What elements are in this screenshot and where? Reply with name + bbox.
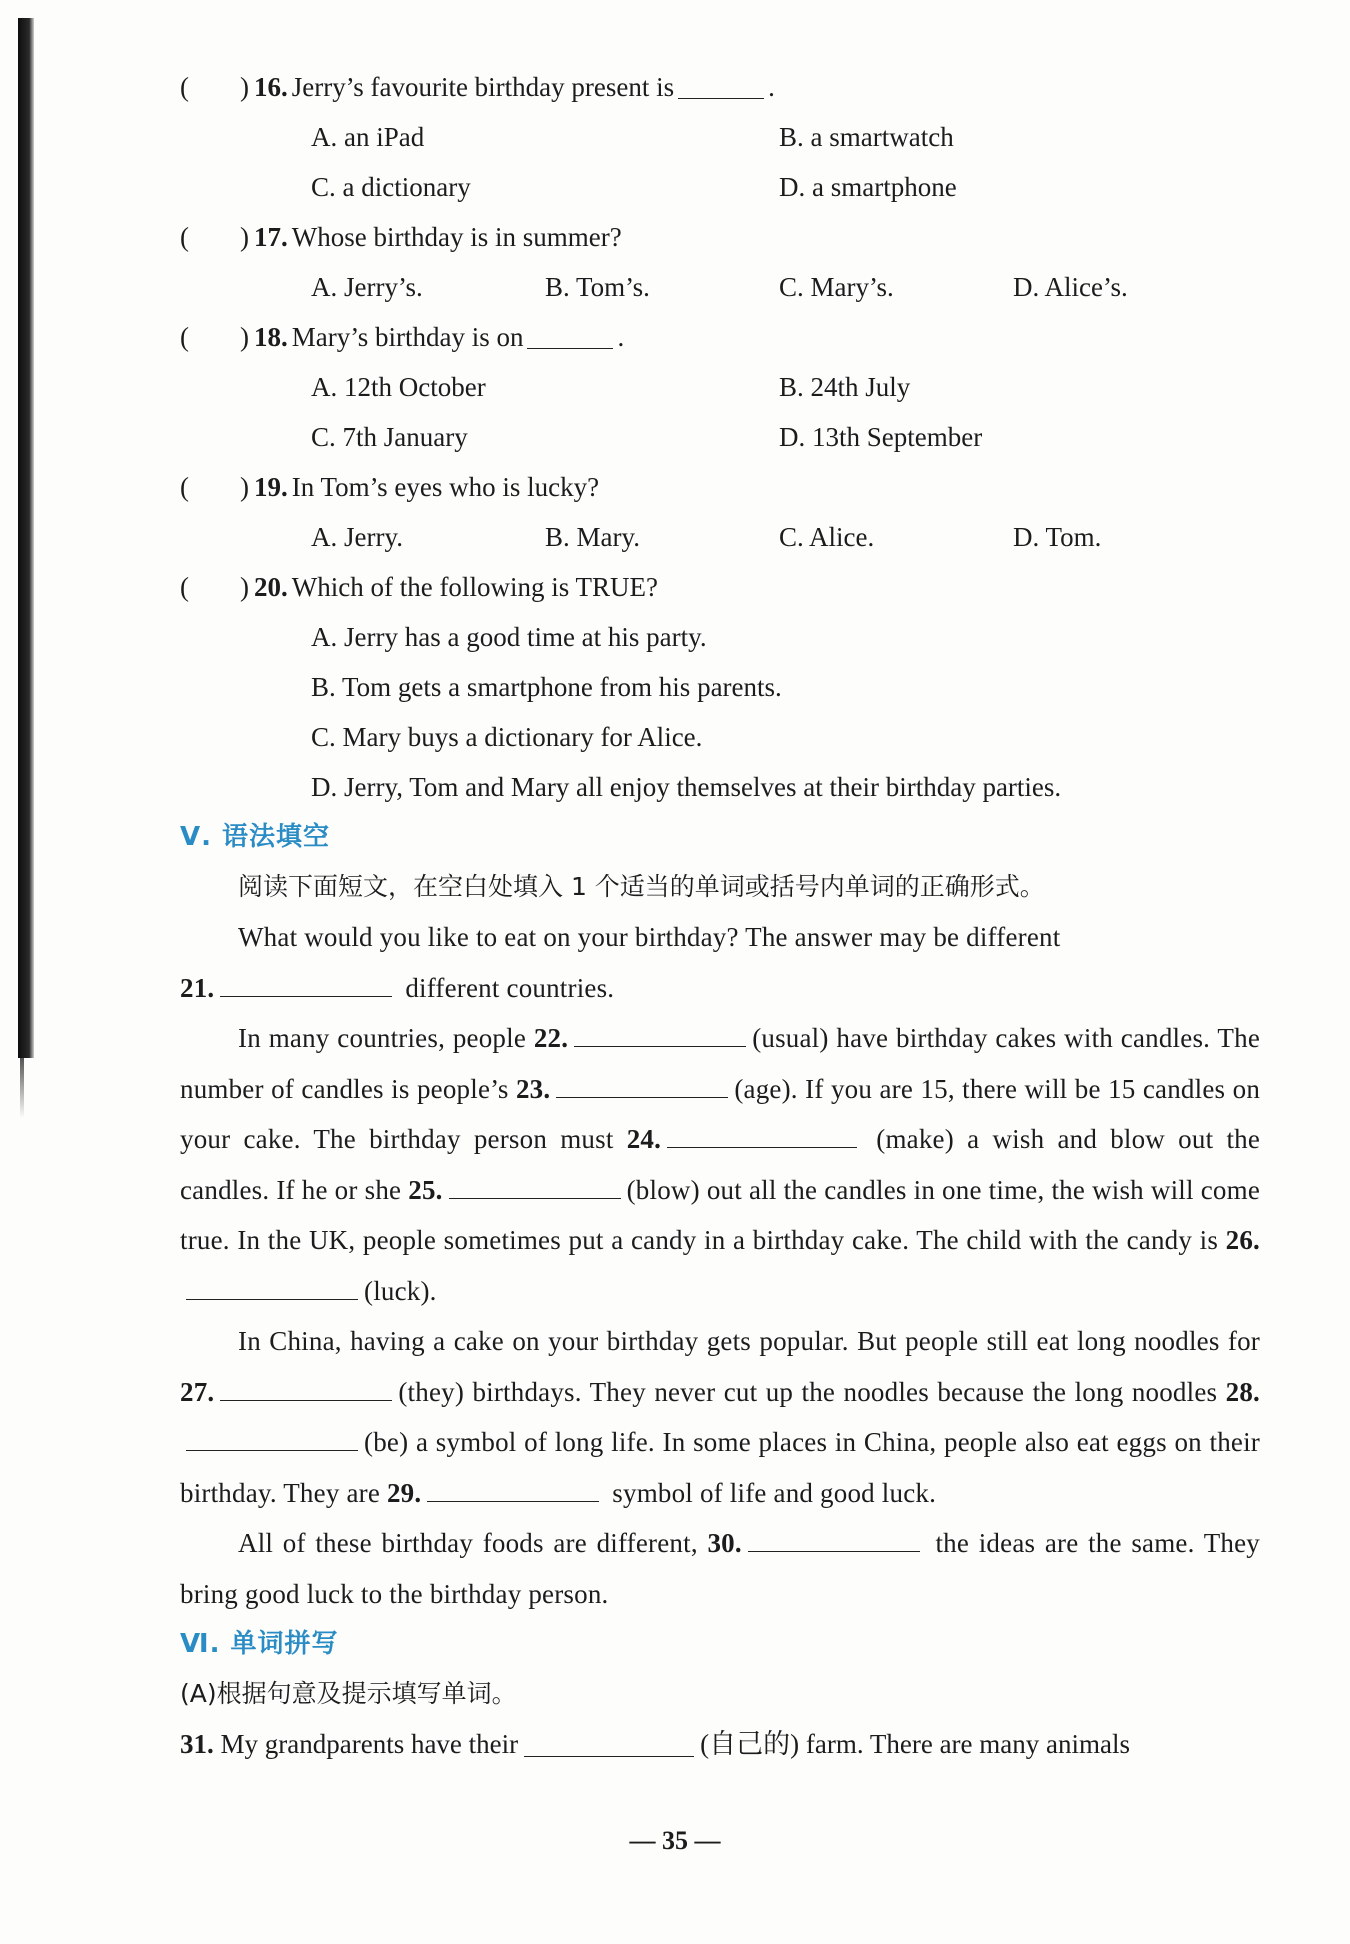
section-5-instruction: 阅读下面短文，在空白处填入 1 个适当的单词或括号内单词的正确形式。 xyxy=(238,872,1045,901)
answer-paren-close: ) xyxy=(240,222,249,252)
answer-paren-close: ) xyxy=(240,572,249,602)
question-row xyxy=(180,312,1260,362)
answer-paren-open[interactable]: ( xyxy=(180,322,189,352)
option-c[interactable]: C. Mary’s. xyxy=(779,272,894,302)
option-a[interactable]: A. an iPad xyxy=(311,122,425,152)
option-line xyxy=(180,762,1260,812)
page-number: — 35 — xyxy=(629,1826,721,1855)
option-line xyxy=(180,612,1260,662)
section-5-title: Ⅴ. 语法填空 xyxy=(180,822,331,852)
blank-27[interactable] xyxy=(220,1376,392,1401)
blank-29[interactable] xyxy=(427,1477,599,1502)
question-number: 17. xyxy=(254,222,288,252)
question-text: In Tom’s eyes who is lucky? xyxy=(291,472,600,502)
question-row xyxy=(180,462,1260,512)
option-b[interactable]: B. Tom gets a smartphone from his parents. xyxy=(311,672,782,702)
option-d[interactable]: D. Alice’s. xyxy=(1013,272,1128,302)
answer-paren-close: ) xyxy=(240,322,249,352)
blank-21[interactable] xyxy=(220,972,392,997)
option-b[interactable]: B. Tom’s. xyxy=(545,272,650,302)
option-a[interactable]: A. Jerry has a good time at his party. xyxy=(311,622,707,652)
question-row xyxy=(180,212,1260,262)
options-row xyxy=(180,412,1260,462)
question-row xyxy=(180,562,1260,612)
options-row xyxy=(180,262,1260,312)
question-number: 16. xyxy=(254,72,288,102)
answer-paren-close: ) xyxy=(240,72,249,102)
section-6-title: Ⅵ. 单词拼写 xyxy=(180,1629,339,1659)
question-number: 20. xyxy=(254,572,288,602)
option-b[interactable]: B. Mary. xyxy=(545,522,640,552)
answer-paren-open[interactable]: ( xyxy=(180,222,189,252)
question-31-hint: (自己的) xyxy=(700,1729,800,1759)
blank-31[interactable] xyxy=(524,1732,694,1757)
worksheet-page xyxy=(180,62,1260,1769)
passage-paragraph-4: All of these birthday foods are different, 30. the ideas are the same. They bring good luck to the birthday person. xyxy=(180,1528,1261,1609)
options-row xyxy=(180,512,1260,562)
question-tail: . xyxy=(768,72,775,102)
multiple-choice-questions xyxy=(180,62,1260,812)
option-c[interactable]: C. 7th January xyxy=(311,422,468,452)
passage-paragraph-1: What would you like to eat on your birthday? The answer may be different 21. different countries. xyxy=(180,922,1061,1003)
passage-paragraph-3: In China, having a cake on your birthday gets popular. But people still eat long noodles for 27. (they) birthdays. They never cut up the noodles because the long noodles 28.(be) a symbol of long life. In some places in China, people also eat eggs on their birthday. They are 29. symbol of life and good luck. xyxy=(180,1326,1260,1508)
answer-paren-open[interactable]: ( xyxy=(180,472,189,502)
question-text: Mary’s birthday is on xyxy=(291,322,524,352)
question-text: Which of the following is TRUE? xyxy=(291,572,658,602)
option-c[interactable]: C. a dictionary xyxy=(311,172,471,202)
answer-blank[interactable] xyxy=(678,76,764,99)
blank-24[interactable] xyxy=(667,1123,857,1148)
question-31-text-a: My grandparents have their xyxy=(220,1729,519,1759)
section-6-subtitle: (A)根据句意及提示填写单词。 xyxy=(180,1679,517,1708)
option-c[interactable]: C. Alice. xyxy=(779,522,875,552)
question-text: Jerry’s favourite birthday present is xyxy=(291,72,675,102)
blank-28[interactable] xyxy=(186,1426,358,1451)
question-31-text-b: farm. There are many animals xyxy=(805,1729,1130,1759)
options-row xyxy=(180,112,1260,162)
question-31 xyxy=(180,1719,1260,1769)
passage-paragraph-2: In many countries, people 22. (usual) have birthday cakes with candles. The number of candles is people’s 23. (age). If you are 15, there will be 15 candles on your cake. The birthday person must 24. (make) a wish and blow out the candles. If he or she 25. (blow) out all the candles in one time, the wish will come true. In the UK, people sometimes put a candy in a birthday cake. The child with the candy is 26.(luck). xyxy=(180,1023,1261,1306)
option-a[interactable]: A. 12th October xyxy=(311,372,486,402)
question-tail: . xyxy=(617,322,625,352)
binding-edge xyxy=(18,18,34,1058)
binding-edge-fade xyxy=(20,1058,24,1118)
option-line xyxy=(180,712,1260,762)
option-line xyxy=(180,662,1260,712)
option-a[interactable]: A. Jerry’s. xyxy=(311,272,423,302)
blank-23[interactable] xyxy=(556,1073,728,1098)
option-d[interactable]: D. Tom. xyxy=(1013,522,1102,552)
blank-22[interactable] xyxy=(574,1022,746,1047)
option-c[interactable]: C. Mary buys a dictionary for Alice. xyxy=(311,722,703,752)
option-d[interactable]: D. a smartphone xyxy=(779,172,957,202)
question-31-number: 31. xyxy=(180,1729,214,1759)
answer-paren-open[interactable]: ( xyxy=(180,572,189,602)
blank-30[interactable] xyxy=(748,1527,920,1552)
option-d[interactable]: D. Jerry, Tom and Mary all enjoy themselves at their birthday parties. xyxy=(311,772,1062,802)
answer-paren-close: ) xyxy=(240,472,249,502)
option-a[interactable]: A. Jerry. xyxy=(311,522,403,552)
answer-blank[interactable] xyxy=(527,326,613,349)
cloze-passage xyxy=(180,912,1260,1619)
blank-26[interactable] xyxy=(186,1275,358,1300)
answer-paren-open[interactable]: ( xyxy=(180,72,189,102)
question-number: 18. xyxy=(254,322,288,352)
option-b[interactable]: B. 24th July xyxy=(779,372,911,402)
question-row xyxy=(180,62,1260,112)
question-number: 19. xyxy=(254,472,288,502)
option-d[interactable]: D. 13th September xyxy=(779,422,983,452)
options-row xyxy=(180,362,1260,412)
question-text: Whose birthday is in summer? xyxy=(291,222,622,252)
blank-25[interactable] xyxy=(449,1174,621,1199)
option-b[interactable]: B. a smartwatch xyxy=(779,122,954,152)
options-row xyxy=(180,162,1260,212)
